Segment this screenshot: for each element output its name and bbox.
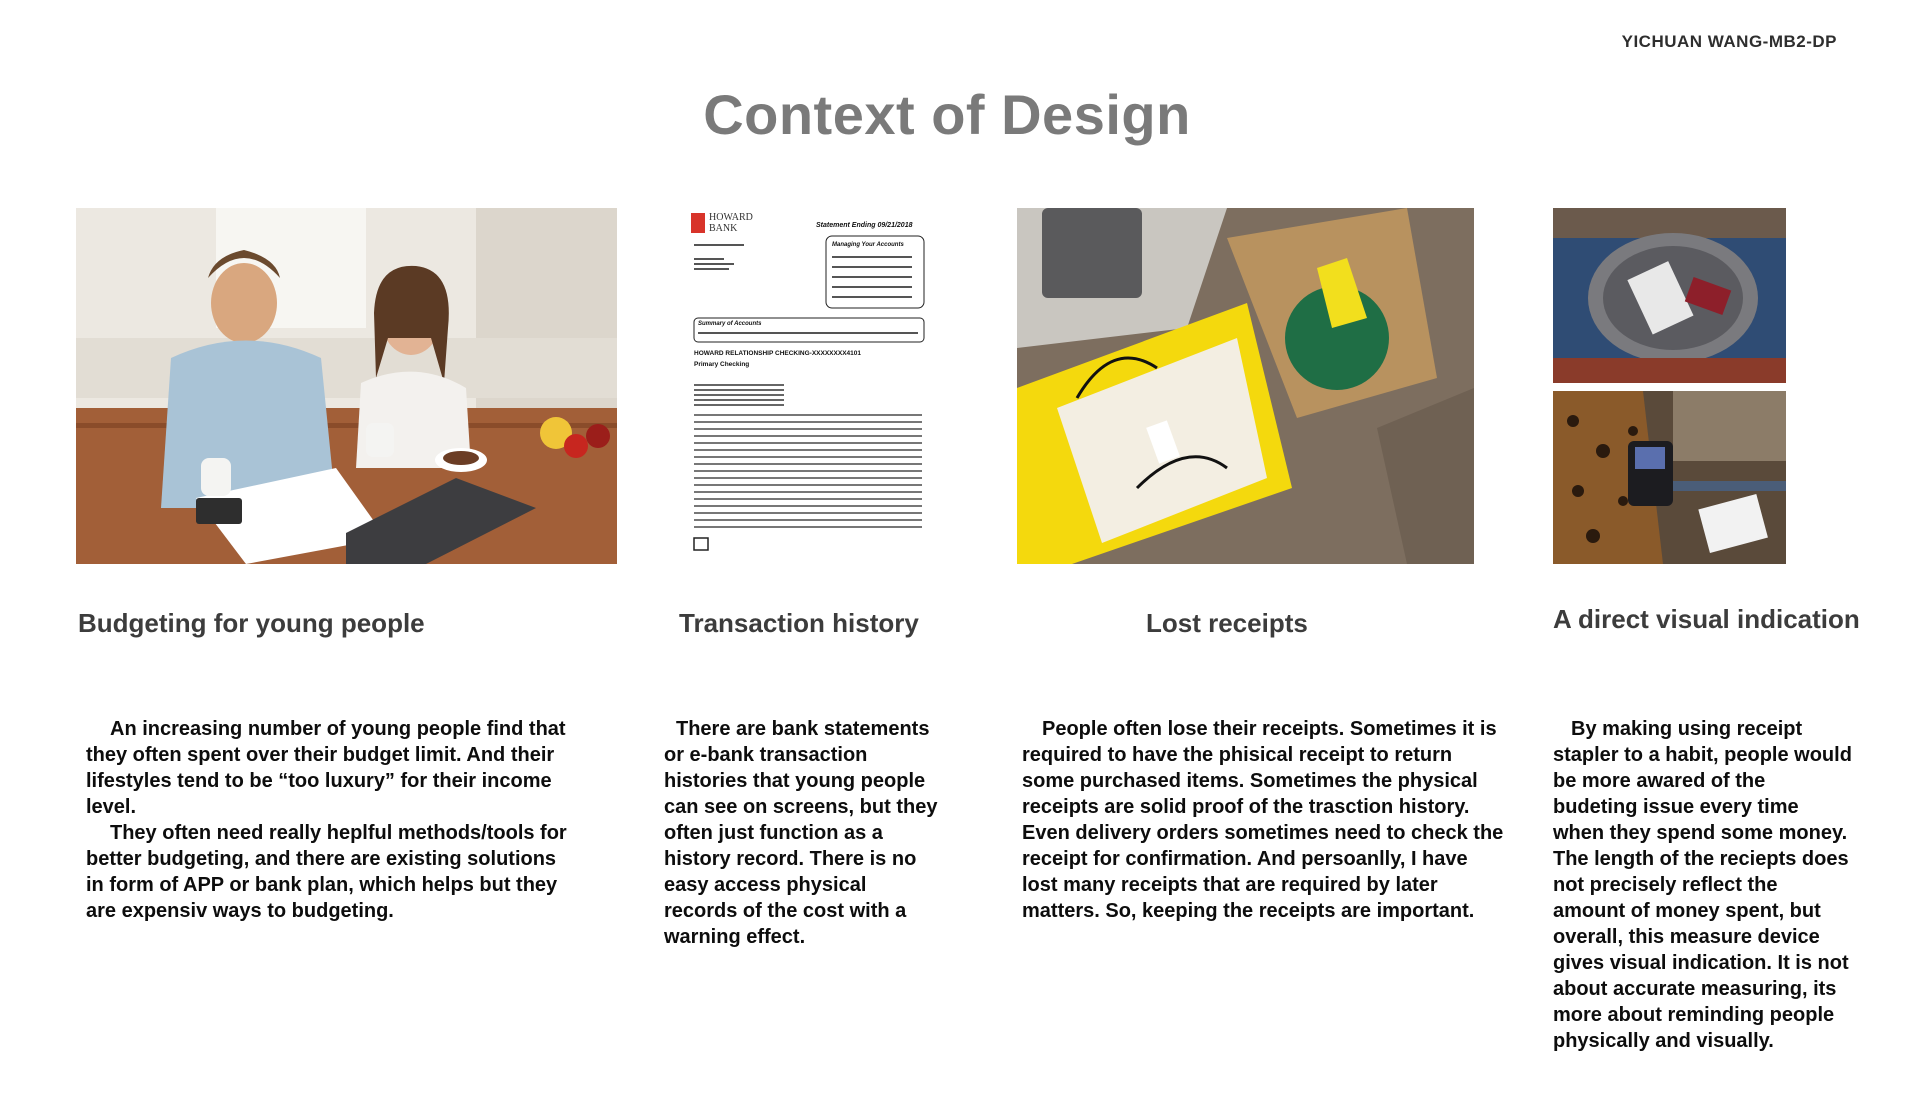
body-paragraph: An increasing number of young people find that they often spent over their budget limit. And their lifestyles tend to be “too luxury” for their income level. [86, 718, 566, 818]
column-heading-lost-receipts: Lost receipts [1146, 608, 1308, 638]
column-heading-transaction-history: Transaction history [679, 608, 919, 638]
page-title: Context of Design [703, 83, 1191, 146]
column-heading-visual-indication: A direct visual indication [1553, 604, 1860, 634]
body-paragraph: By making using receipt stapler to a habit, people would be more awared of the budeting issue every time when they spend some money. The length of the reciepts does not precisely reflect the amount of money spent, but overall, this measure device gives visual indication. It is not about accurate measuring, its more about reminding people physically and visually. [1553, 718, 1852, 1052]
column-body-transaction-history [664, 716, 941, 950]
body-paragraph: They often need really heplful methods/tools for better budgeting, and there are existing solutions in form of APP or bank plan, which helps but they are expensiv ways to budgeting. [86, 822, 567, 922]
body-paragraph: People often lose their receipts. Sometimes it is required to have the phisical receipt to return some purchased items. Sometimes the physical receipts are solid proof of the trasction history. Even delivery orders sometimes need to check the receipt for confirmation. And persoanlly, I have lost many receipts that are required by later matters. So, keeping the receipts are important. [1022, 718, 1504, 922]
column-body-budgeting [86, 716, 570, 924]
column-body-lost-receipts [1022, 716, 1504, 924]
receipt-tray-photo [1553, 208, 1786, 383]
couple-budgeting-photo [76, 208, 617, 564]
statement-managing-accounts: Managing Your Accounts [832, 242, 904, 248]
card-payment-photo [1553, 391, 1786, 564]
statement-ending-date: Statement Ending 09/21/2018 [816, 222, 913, 229]
statement-bank-name: HOWARD BANK [709, 212, 753, 234]
body-paragraph: There are bank statements or e-bank transaction histories that young people can see on screens, but they often just function as a history record. There is no easy access physical records of the cost with a warning effect. [664, 718, 938, 948]
statement-account-line: HOWARD RELATIONSHIP CHECKING-XXXXXXXX4101 [694, 350, 861, 357]
bank-statement-image [686, 208, 928, 554]
column-body-visual-indication [1553, 716, 1853, 1054]
author-label: YICHUAN WANG-MB2-DP [1621, 32, 1837, 51]
shopping-bags-photo [1017, 208, 1474, 564]
statement-summary-of-accounts: Summary of Accounts [698, 321, 762, 327]
statement-primary-checking: Primary Checking [694, 361, 750, 368]
column-heading-budgeting: Budgeting for young people [78, 608, 425, 638]
